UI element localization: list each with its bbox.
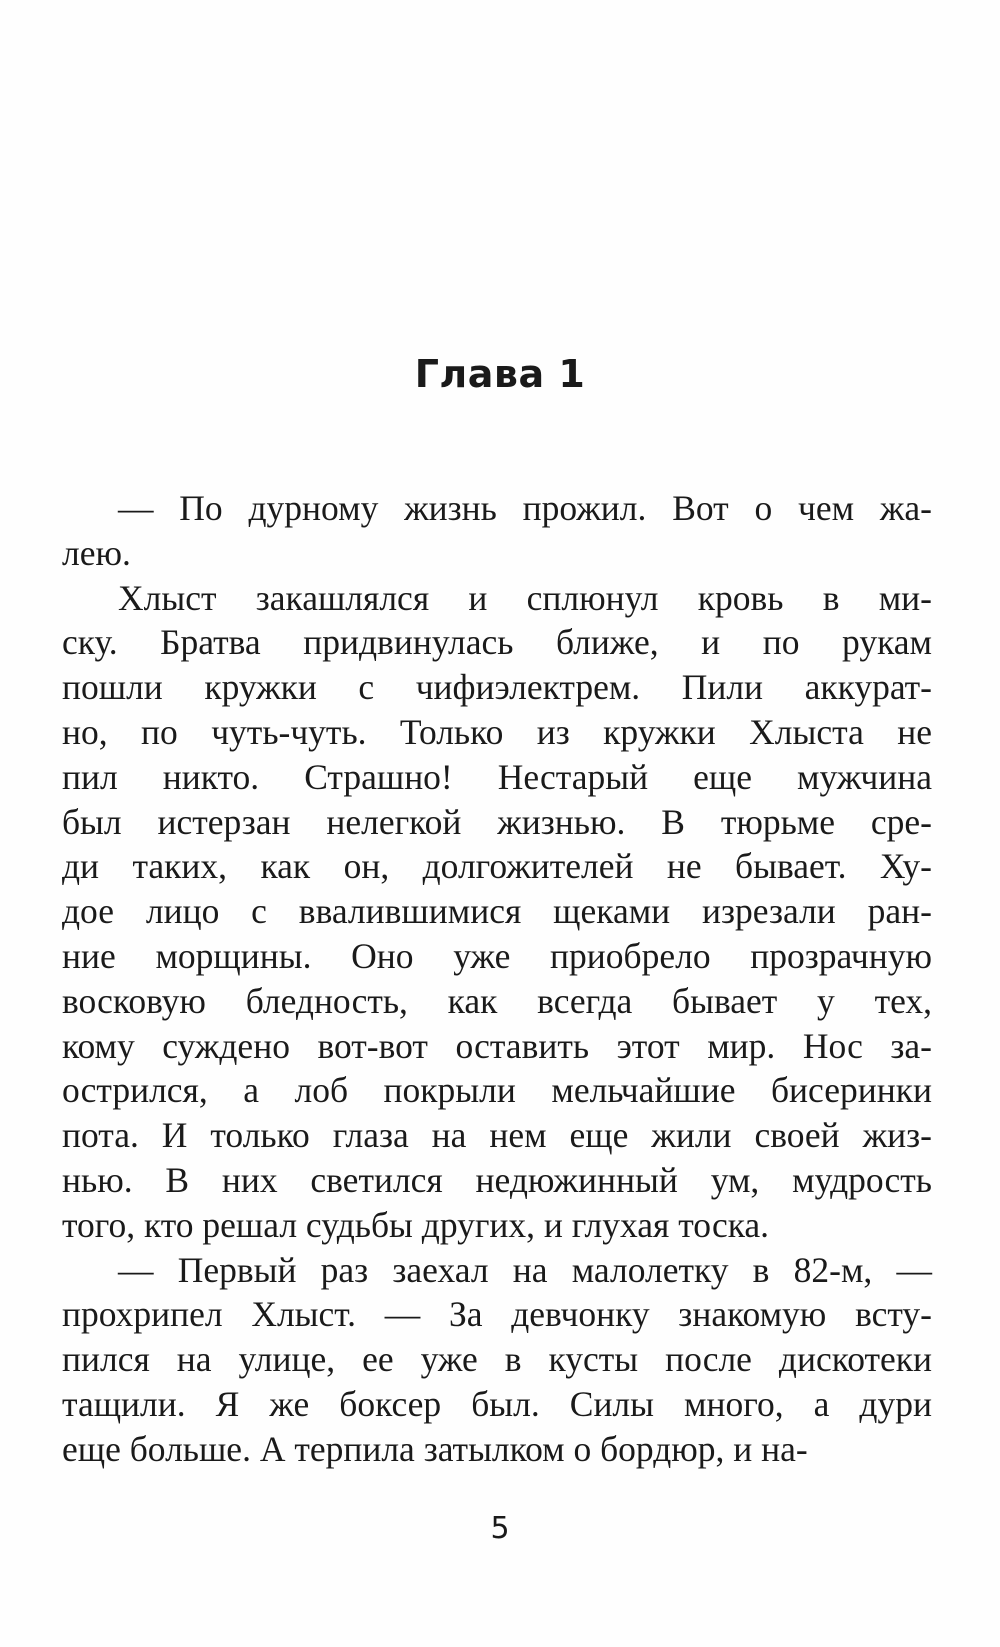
paragraph	[62, 486, 932, 576]
text-line: нью. В них светился недюжинный ум, мудрость	[62, 1159, 932, 1200]
text-line: лею.	[62, 532, 131, 573]
text-line: пил никто. Страшно! Нестарый еще мужчина	[62, 756, 932, 797]
text-line: острился, а лоб покрыли мельчайшие бисеринки	[62, 1070, 932, 1111]
page-number: 5	[490, 1511, 510, 1546]
text-line: — Первый раз заехал на малолетку в 82-м, —	[118, 1249, 932, 1290]
chapter-title: Глава 1	[414, 352, 586, 396]
paragraph	[62, 1248, 932, 1472]
text-line: восковую бледность, как всегда бывает у тех,	[62, 980, 932, 1021]
text-line: — По дурному жизнь прожил. Вот о чем жа-	[118, 488, 932, 528]
text-line: был истерзан нелегкой жизнью. В тюрьме сре-	[62, 801, 932, 842]
text-line: еще больше. А терпила затылком о бордюр, и на-	[62, 1428, 808, 1469]
text-line: пился на улице, ее уже в кусты после дискотеки	[62, 1339, 932, 1380]
text-line: ние морщины. Оно уже приобрело прозрачную	[62, 935, 932, 976]
text-line: кому суждено вот-вот оставить этот мир. Нос за-	[62, 1025, 932, 1066]
body-text	[62, 486, 932, 1472]
text-line: Хлыст закашлялся и сплюнул кровь в ми-	[118, 577, 932, 618]
text-line: ску. Братва придвинулась ближе, и по рукам	[62, 622, 932, 663]
text-line: дое лицо с ввалившимися щеками изрезали ран-	[62, 891, 932, 932]
text-line: пошли кружки с чифиэлектрем. Пили аккурат-	[62, 667, 932, 708]
text-line: но, по чуть-чуть. Только из кружки Хлыста не	[62, 711, 932, 752]
text-line: того, кто решал судьбы других, и глухая тоска.	[62, 1204, 770, 1245]
paragraph	[62, 576, 932, 1248]
text-line: прохрипел Хлыст. — За девчонку знакомую всту-	[62, 1294, 932, 1335]
text-line: пота. И только глаза на нем еще жили своей жиз-	[62, 1115, 932, 1156]
text-line: тащили. Я же боксер был. Силы много, а дури	[62, 1383, 932, 1424]
text-line: ди таких, как он, долгожителей не бывает. Ху-	[62, 846, 932, 887]
